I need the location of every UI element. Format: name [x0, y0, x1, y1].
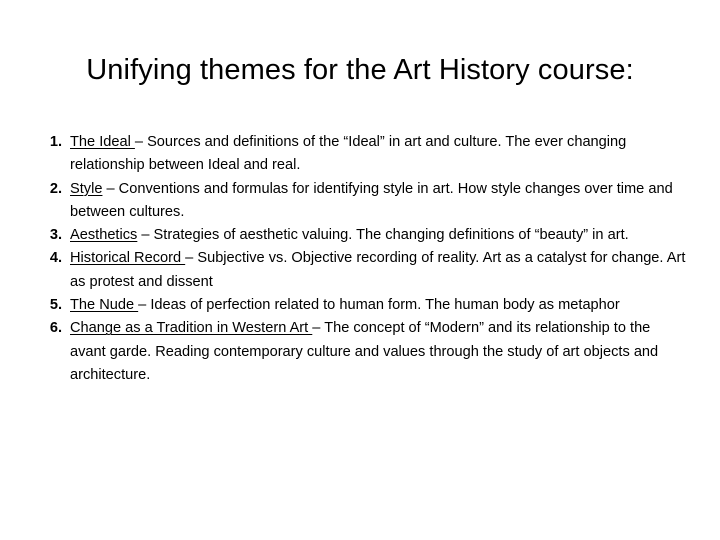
item-heading: Change as a Tradition in Western Art: [70, 320, 313, 337]
theme-item-change-as-tradition: [18, 317, 690, 387]
theme-item-nude: [18, 294, 690, 317]
theme-item-historical-record: [18, 247, 690, 294]
item-number: 5.: [49, 297, 62, 314]
item-heading: Style: [70, 180, 103, 197]
item-text: – The concept of “Modern” and its relationship to the avant garde. Reading contemporary culture and values through the study of art objects and architecture.: [70, 320, 659, 383]
item-text: – Conventions and formulas for identifying style in art. How style changes over time and between cultures.: [70, 180, 673, 220]
theme-list: [18, 131, 690, 387]
theme-item-ideal: [18, 131, 690, 178]
item-number: 6.: [49, 320, 62, 337]
item-text: – Subjective vs. Objective recording of reality. Art as a catalyst for change. Art as protest and dissent: [70, 250, 686, 290]
item-text: – Strategies of aesthetic valuing. The changing definitions of “beauty” in art.: [137, 227, 629, 244]
item-heading: The Ideal: [70, 134, 135, 150]
item-number: 2.: [49, 180, 62, 197]
item-number: 3.: [49, 227, 62, 244]
item-heading: Historical Record: [70, 250, 186, 267]
item-text: – Sources and definitions of the “Ideal” in art and culture. The ever changing relationship between Ideal and real.: [70, 134, 627, 174]
slide-title: Unifying themes for the Art History course:: [86, 54, 634, 86]
theme-item-aesthetics: [18, 224, 690, 247]
item-number: 1.: [49, 134, 62, 150]
item-number: 4.: [49, 250, 62, 267]
theme-item-style: [18, 178, 690, 225]
item-text: – Ideas of perfection related to human form. The human body as metaphor: [138, 297, 620, 314]
item-heading: The Nude: [70, 297, 139, 314]
item-heading: Aesthetics: [70, 227, 138, 244]
